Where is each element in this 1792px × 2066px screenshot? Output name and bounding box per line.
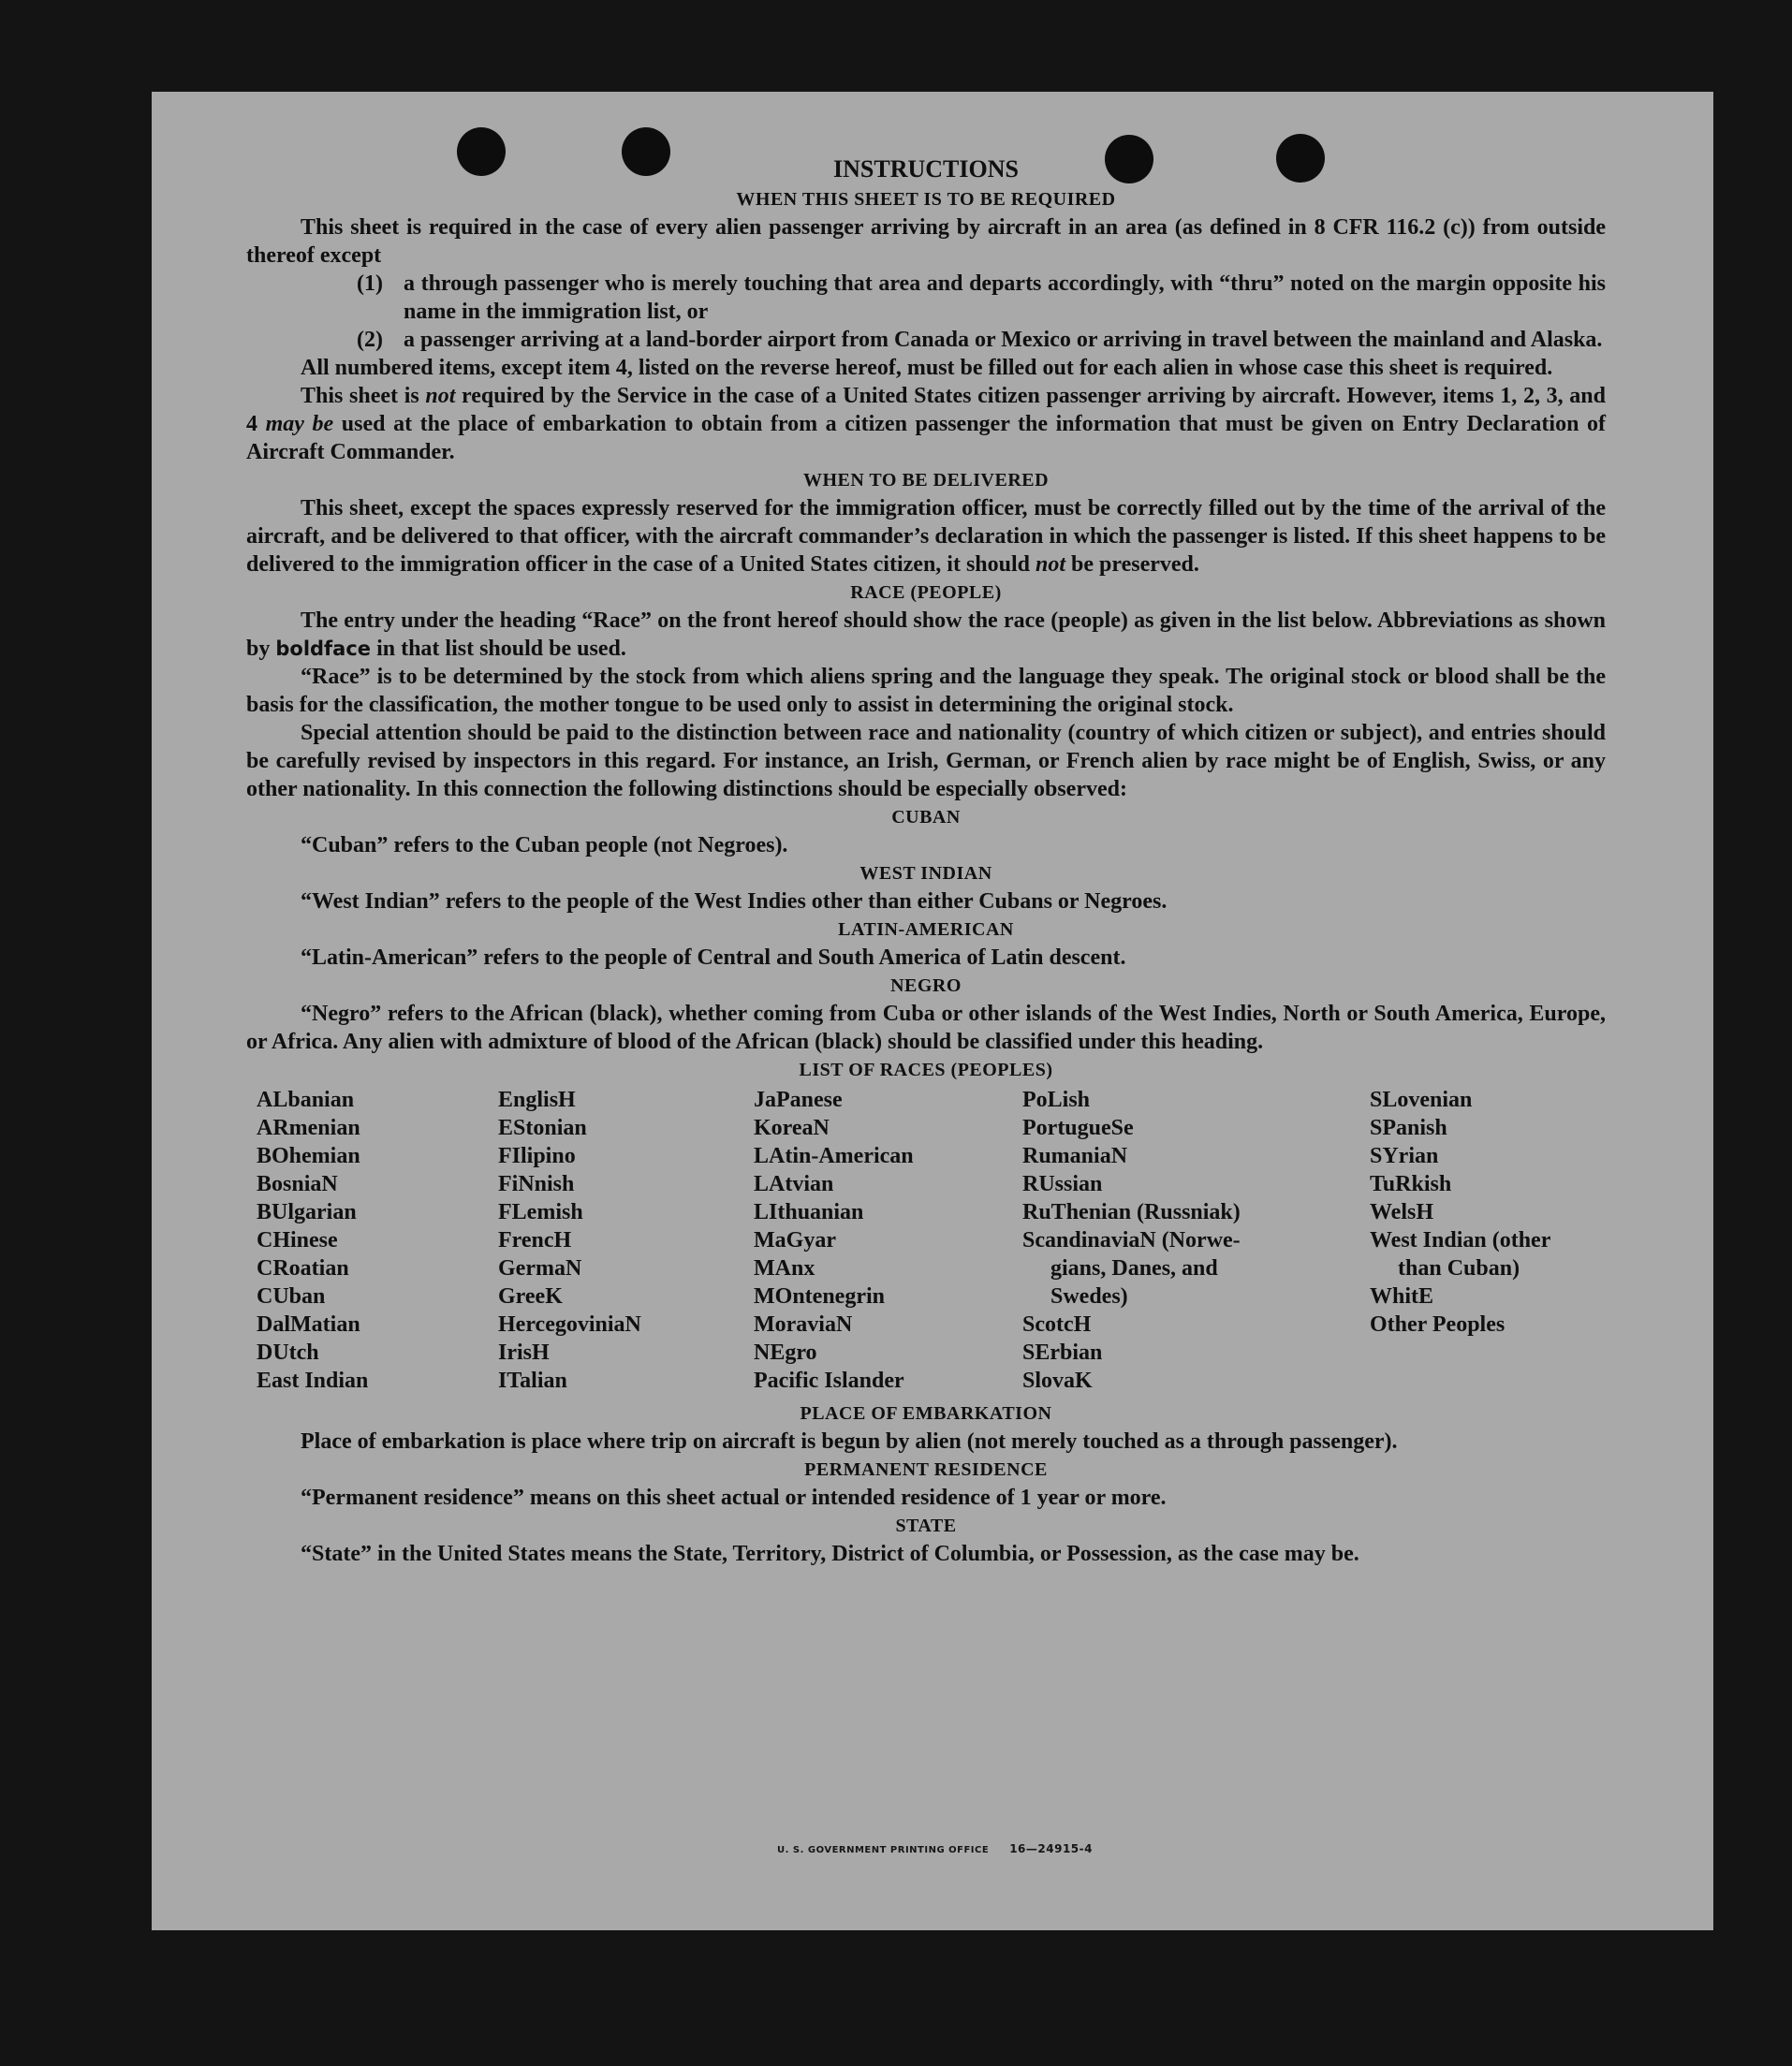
race-entry: MOntenegrin xyxy=(754,1284,885,1309)
race-entry: Pacific Islander xyxy=(754,1369,904,1393)
race-entry: FLemish xyxy=(498,1200,583,1224)
race-entry: PortugueSe xyxy=(1022,1116,1134,1140)
race-entry: BUlgarian xyxy=(257,1200,357,1224)
race-entry: MAnx xyxy=(754,1256,815,1281)
paragraph: This sheet is required in the case of every alien passenger arriving by aircraft in an area (as defined in 8 CFR 116.2 (c)) from outside thereof except xyxy=(246,215,1606,268)
race-entry: SYrian xyxy=(1370,1144,1439,1168)
paragraph: The entry under the heading “Race” on the front hereof should show the race (people) as given in the list below. Abbreviations as shown by boldface in that list should be used. xyxy=(246,608,1606,661)
section-heading: PERMANENT RESIDENCE xyxy=(804,1459,1048,1480)
race-entry: HercegoviniaN xyxy=(498,1312,641,1337)
race-entry: CRoatian xyxy=(257,1256,349,1281)
race-entry: FiNnish xyxy=(498,1172,575,1196)
race-entry: FIlipino xyxy=(498,1144,576,1168)
race-column xyxy=(257,1086,368,1395)
race-entry: DalMatian xyxy=(257,1312,360,1337)
race-entry: WelsH xyxy=(1370,1200,1434,1224)
section-heading: RACE (PEOPLE) xyxy=(850,582,1002,603)
race-entry: EnglisH xyxy=(498,1088,576,1112)
race-list xyxy=(246,1086,1606,1399)
section-heading: PLACE OF EMBARKATION xyxy=(800,1403,1052,1424)
paragraph: “Negro” refers to the African (black), whether coming from Cuba or other islands of the West Indies, North or South America, Europe, or Africa. Any alien with admixture of blood of the African (black) should be classified under this heading. xyxy=(246,1002,1606,1054)
section-heading: CUBAN xyxy=(891,807,961,828)
paragraph: “Latin-American” refers to the people of Central and South America of Latin descent. xyxy=(301,945,1126,970)
race-entry: LAtin-American xyxy=(754,1144,914,1168)
race-entry: than Cuban) xyxy=(1398,1256,1520,1281)
section-heading: LIST OF RACES (PEOPLES) xyxy=(799,1060,1053,1080)
race-entry: RUssian xyxy=(1022,1172,1103,1196)
paragraph: “Cuban” refers to the Cuban people (not Negroes). xyxy=(301,833,788,857)
race-column xyxy=(1022,1086,1303,1395)
race-entry: JaPanese xyxy=(754,1088,843,1112)
race-entry: SPanish xyxy=(1370,1116,1447,1140)
page-title: INSTRUCTIONS xyxy=(833,155,1019,183)
paragraph: “Permanent residence” means on this sheet actual or intended residence of 1 year or more. xyxy=(301,1486,1167,1510)
paragraph: This sheet is not required by the Service in the case of a United States citizen passenger arriving by aircraft. However, items 1, 2, 3, and 4 may be used at the place of embarkation to obtain from a citizen passenger the information that must be given on Entry Declaration of Aircraft Commander. xyxy=(246,384,1607,464)
race-entry: SLovenian xyxy=(1370,1088,1473,1112)
race-entry: BOhemian xyxy=(257,1144,360,1168)
section-heading: WEST INDIAN xyxy=(859,863,992,884)
paragraph: All numbered items, except item 4, listed on the reverse hereof, must be filled out for each alien in whose case this sheet is required. xyxy=(301,356,1553,380)
race-entry: FrencH xyxy=(498,1228,572,1253)
race-column xyxy=(498,1086,641,1395)
list-item: (2) a passenger arriving at a land-border airport from Canada or Mexico or arriving in travel between the mainland and Alaska. xyxy=(357,328,1603,352)
race-entry: Other Peoples xyxy=(1370,1312,1506,1337)
race-entry: gians, Danes, and xyxy=(1050,1256,1218,1281)
printer-imprint: U. S. GOVERNMENT PRINTING OFFICE 16—24915-4 xyxy=(777,1842,1093,1855)
paragraph: “Race” is to be determined by the stock from which aliens spring and the language they speak. The original stock or blood shall be the basis for the classification, the mother tongue to be used only to assist in determining the original stock. xyxy=(246,665,1606,717)
race-entry: DUtch xyxy=(257,1341,319,1365)
race-entry: RuThenian (Russniak) xyxy=(1022,1200,1241,1224)
race-entry: ALbanian xyxy=(257,1088,355,1112)
section-heading: LATIN-AMERICAN xyxy=(838,919,1014,940)
race-entry: ITalian xyxy=(498,1369,567,1393)
race-entry: East Indian xyxy=(257,1369,369,1393)
race-entry: IrisH xyxy=(498,1341,550,1365)
race-entry: CHinese xyxy=(257,1228,338,1253)
race-entry: LAtvian xyxy=(754,1172,834,1196)
race-entry: PoLish xyxy=(1022,1088,1091,1112)
race-entry: SlovaK xyxy=(1022,1369,1093,1393)
race-entry: Swedes) xyxy=(1050,1284,1128,1309)
race-entry: KoreaN xyxy=(754,1116,830,1140)
section-heading: WHEN THIS SHEET IS TO BE REQUIRED xyxy=(736,189,1116,210)
race-entry: EStonian xyxy=(498,1116,587,1140)
race-entry: TuRkish xyxy=(1370,1172,1452,1196)
paragraph: “State” in the United States means the State, Territory, District of Columbia, or Possession, as the case may be. xyxy=(301,1542,1359,1566)
section-heading: WHEN TO BE DELIVERED xyxy=(802,470,1050,491)
paragraph: “West Indian” refers to the people of the West Indies other than either Cubans or Negroes. xyxy=(301,889,1168,914)
race-entry: SErbian xyxy=(1022,1341,1103,1365)
race-entry: WhitE xyxy=(1370,1284,1434,1309)
race-entry: GreeK xyxy=(498,1284,563,1309)
section-heading: NEGRO xyxy=(890,975,962,996)
race-entry: LIthuanian xyxy=(754,1200,864,1224)
instructions-body xyxy=(246,155,1606,1568)
race-entry: CUban xyxy=(257,1284,326,1309)
race-entry: GermaN xyxy=(498,1256,582,1281)
race-entry: RumaniaN xyxy=(1022,1144,1128,1168)
list-item: (1) a through passenger who is merely touching that area and departs accordingly, with “thru” noted on the margin opposite his name in the immigration list, or xyxy=(357,271,1606,324)
paragraph: This sheet, except the spaces expressly reserved for the immigration officer, must be correctly filled out by the time of the arrival of the aircraft, and be delivered to that officer, with the aircraft commander’s declaration in which the passenger is listed. If this sheet happens to be delivered to the immigration officer in the case of a United States citizen, it should not be preserved. xyxy=(246,496,1606,577)
race-entry: BosniaN xyxy=(257,1172,338,1196)
section-heading: STATE xyxy=(895,1516,957,1536)
race-entry: MoraviaN xyxy=(754,1312,853,1337)
race-entry: MaGyar xyxy=(754,1228,836,1253)
race-column xyxy=(754,1086,914,1395)
race-entry: ScotcH xyxy=(1022,1312,1092,1337)
race-column xyxy=(1370,1086,1613,1339)
paragraph: Special attention should be paid to the distinction between race and nationality (country of which citizen or subject), and entries should be carefully revised by inspectors in this regard. For instance, an Irish, German, or French alien by race might be of English, Swiss, or any other nationality. In this connection the following distinctions should be especially observed: xyxy=(246,721,1606,801)
race-entry: ARmenian xyxy=(257,1116,360,1140)
race-entry: NEgro xyxy=(754,1341,817,1365)
paragraph: Place of embarkation is place where trip on aircraft is begun by alien (not merely touched as a through passenger). xyxy=(301,1429,1398,1454)
race-entry: West Indian (other xyxy=(1370,1228,1551,1253)
race-entry: ScandinaviaN (Norwe- xyxy=(1022,1228,1241,1253)
